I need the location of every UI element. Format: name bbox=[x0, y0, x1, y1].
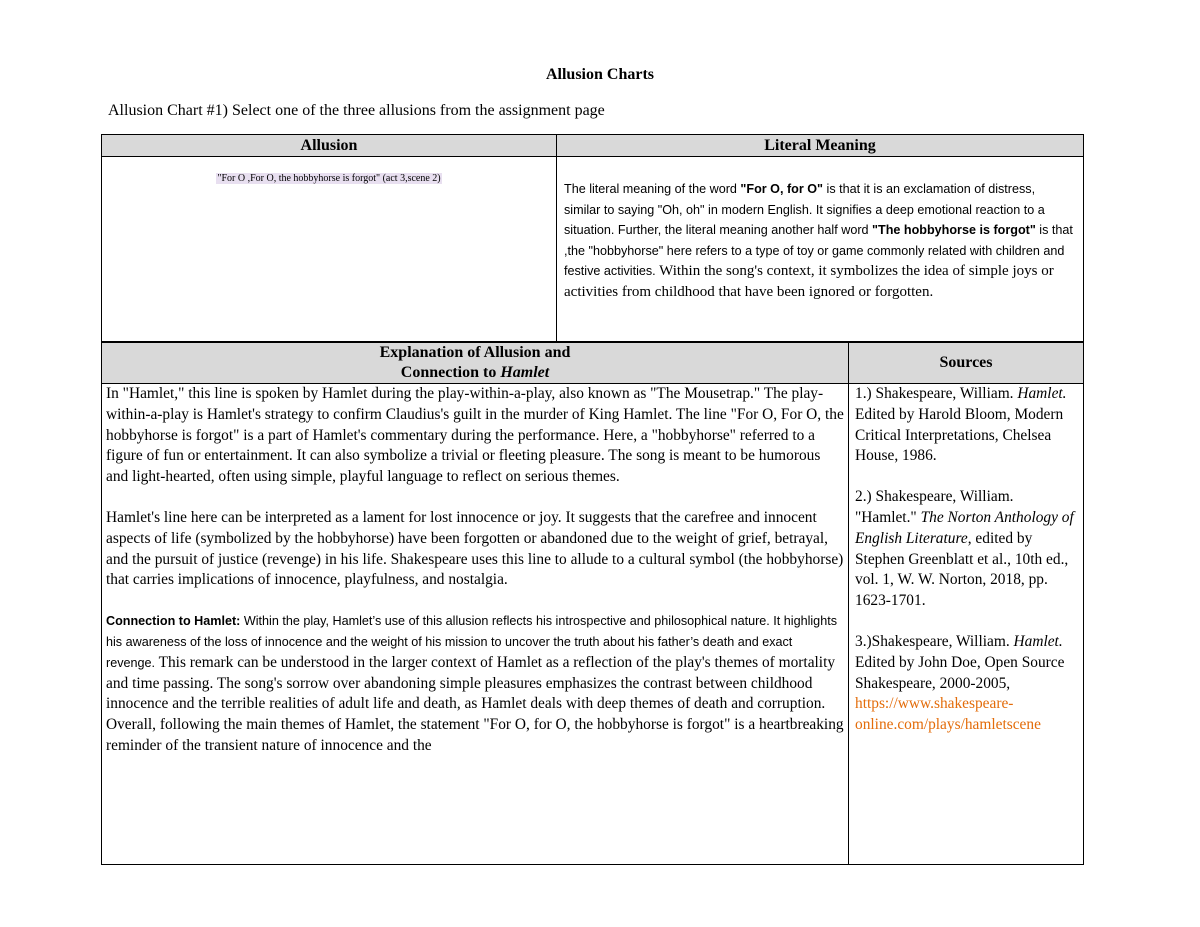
allusion-quote: "For O ,For O, the hobbyhorse is forgot" (act 3,scene 2) bbox=[217, 173, 441, 184]
literal-meaning-text: The literal meaning of the word "For O, for O" is that it is an exclamation of distress, similar to saying "Oh, oh" in modern English. It signifies a deep emotional reaction to a situation. Further, the literal meaning another half word "The hobbyhorse is forgot" is that ,the "hobbyhorse" here refers to a type of toy or game commonly related with children and festive activities. Within the song's context, it symbolizes the idea of simple joys or activities from childhood that have been ignored or forgotten. bbox=[564, 182, 1073, 300]
source-2: 2.) Shakespeare, William. "Hamlet." The Norton Anthology of English Literature, edited by Stephen Greenblatt et al., 10th ed., vol. 1, W. W. Norton, 2018, pp. 1623-1701. bbox=[855, 488, 1074, 610]
chart-instruction: Allusion Chart #1) Select one of the three allusions from the assignment page bbox=[108, 102, 605, 119]
sources-header: Sources bbox=[849, 343, 1084, 384]
explanation-sources-table bbox=[101, 342, 1084, 865]
source-1: 1.) Shakespeare, William. Hamlet. Edited by Harold Bloom, Modern Critical Interpretations, Chelsea House, 1986. bbox=[855, 385, 1067, 465]
literal-meaning-header: Literal Meaning bbox=[557, 135, 1084, 157]
explanation-paragraph-1: In "Hamlet," this line is spoken by Hamlet during the play-within-a-play, also known as "The Mousetrap." The play-within-a-play is Hamlet's strategy to confirm Claudius's guilt in the murder of King Hamlet. The line "For O, For O, the hobbyhorse is forgot" is a part of Hamlet's commentary during the performance. Here, a "hobbyhorse" referred to a figure of fun or entertainment. It can also symbolize a trivial or fleeting pleasure. The song is meant to be humorous and light-hearted, often using simple, playful language to reflect on serious themes. bbox=[106, 385, 844, 486]
sources-cell bbox=[849, 384, 1084, 865]
allusion-header: Allusion bbox=[102, 135, 557, 157]
source-3-link[interactable]: https://www.shakespeare-online.com/plays/hamletscene bbox=[855, 695, 1041, 734]
connection-paragraph: Connection to Hamlet: Within the play, Hamlet’s use of this allusion reflects his introspective and philosophical nature. It highlights his awareness of the loss of innocence and the weight of his mission to uncover the truth about his father’s death and exact revenge. This remark can be understood in the larger context of Hamlet as a reflection of the play's themes of mortality and time passing. The song's sorrow over abandoning simple pleasures emphasizes the contrast between childhood innocence and the terrible realities of adult life and death, as Hamlet deals with deep themes of death and corruption. Overall, following the main themes of Hamlet, the statement "For O, for O, the hobbyhorse is forgot" is a heartbreaking reminder of the transient nature of innocence and the bbox=[106, 614, 844, 754]
explanation-header: Explanation of Allusion and Connection to Hamlet bbox=[102, 343, 849, 384]
allusion-cell bbox=[102, 157, 557, 342]
explanation-paragraph-2: Hamlet's line here can be interpreted as a lament for lost innocence or joy. It suggests that the carefree and innocent aspects of life (symbolized by the hobbyhorse) have been forgotten or abandoned due to the weight of grief, betrayal, and the pursuit of justice (revenge) in his life. Shakespeare uses this line to allude to a cultural symbol (the hobbyhorse) that carries implications of innocence, playfulness, and nostalgia. bbox=[106, 508, 844, 589]
literal-meaning-cell bbox=[557, 157, 1084, 342]
allusion-chart-table bbox=[101, 134, 1084, 342]
explanation-cell bbox=[102, 384, 849, 865]
source-3: 3.)Shakespeare, William. Hamlet. Edited by John Doe, Open Source Shakespeare, 2000-2005, https://www.shakespeare-online.com/plays/hamletscene bbox=[855, 632, 1065, 734]
document-title: Allusion Charts bbox=[545, 66, 655, 83]
